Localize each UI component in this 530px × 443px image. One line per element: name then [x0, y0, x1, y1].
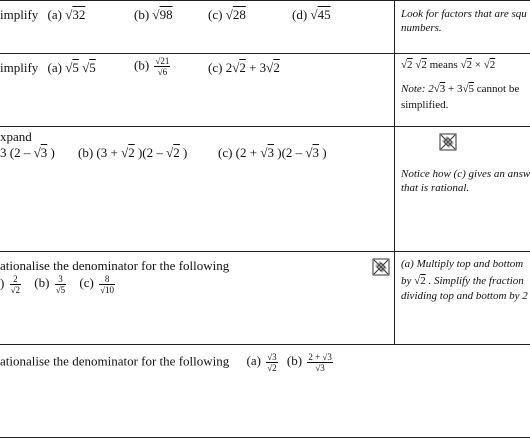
question-2c: (c) 2√2 + 3√2 [208, 60, 280, 75]
question-1b: (b) √98 [134, 7, 173, 22]
hint-2-line3: simplified. [401, 99, 449, 111]
row-divider [0, 344, 530, 345]
fraction: $\frac{√3}{√2}$ [267, 352, 277, 373]
row-divider [0, 0, 530, 1]
question-3-title: xpand [0, 129, 32, 144]
column-divider [394, 0, 395, 344]
fraction: $\frac{√21}{√6}$ [155, 56, 170, 77]
fraction: $\frac{2}{√2}$ [10, 274, 21, 295]
question-3b: (b) (3 + √2 )(2 – √2 ) [78, 145, 188, 160]
question-2: implify (a) √5 √5 [0, 60, 96, 75]
question-4-parts: ) $\frac{2}{√2}$ (b) $\frac{3}{√5}$ (c) $\frac{8}{√10}$ [0, 274, 115, 295]
row-divider [0, 251, 530, 252]
question-1: implify (a) √32 [0, 7, 86, 22]
question-2b: (b) $\frac{√21}{√6}$ [134, 56, 170, 77]
question-1d: (d) √45 [292, 7, 331, 22]
fraction: $\frac{2 + √3}{√3}$ [308, 352, 332, 373]
hint-3: Notice how (c) gives an answ that is rational. [401, 168, 530, 194]
hint-1: Look for factors that are squ numbers. [401, 8, 527, 34]
row-divider [0, 53, 530, 54]
broken-image-icon [439, 133, 457, 151]
hint-2-line1: √2 √2 means √2 × √2 [401, 59, 496, 71]
hint-2-line2: Note: 2√3 + 3√5 cannot be [401, 83, 520, 95]
question-3a: 3 (2 – √3 ) [0, 145, 55, 160]
question-3c: (c) (2 + √3 )(2 – √3 ) [218, 145, 327, 160]
fraction: $\frac{3}{√5}$ [55, 274, 66, 295]
hint-4-line1: (a) Multiply top and bottom [401, 258, 524, 270]
question-1c: (c) √28 [208, 7, 246, 22]
row-divider [0, 126, 530, 127]
hint-4-line3: dividing top and bottom by 2 [401, 290, 528, 302]
question-5: ationalise the denominator for the following (a) $\frac{√3}{√2}$ (b) $\frac{2 + √3}{√3}$ [0, 352, 332, 373]
question-4-title: ationalise the denominator for the following [0, 258, 230, 273]
row-divider [0, 437, 530, 438]
broken-image-icon [372, 258, 390, 276]
fraction: $\frac{8}{√10}$ [100, 274, 115, 295]
hint-4-line2: by √2 . Simplify the fraction [401, 275, 524, 287]
